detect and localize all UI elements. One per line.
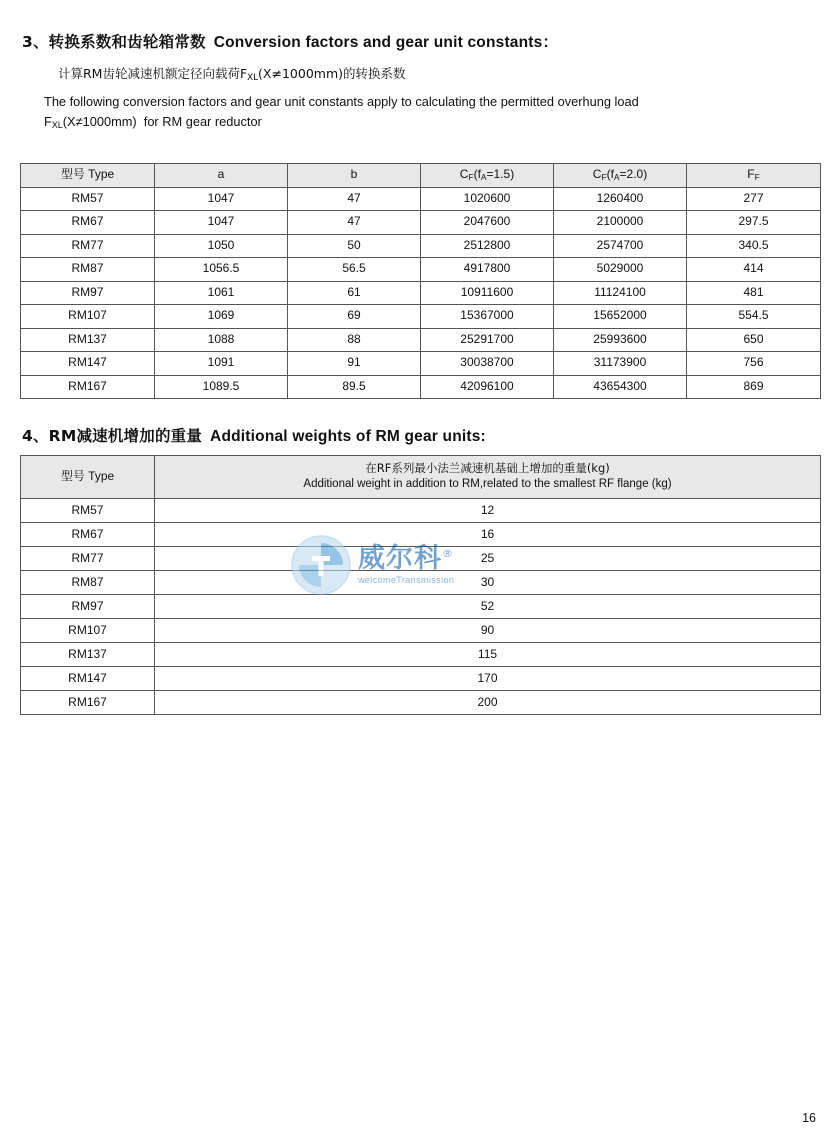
cell-value: 89.5 <box>288 375 421 399</box>
col-header-a: a <box>155 164 288 188</box>
table-row <box>21 375 821 399</box>
additional-weights-table-wrapper <box>20 455 820 715</box>
table-header-row <box>21 456 821 499</box>
cell-value: 30038700 <box>421 352 554 376</box>
section-4-heading <box>22 424 486 446</box>
table-row <box>21 211 821 235</box>
cell-value: 25993600 <box>554 328 687 352</box>
table-row <box>21 643 821 667</box>
table-row <box>21 619 821 643</box>
cell-value: 1260400 <box>554 187 687 211</box>
additional-weights-table <box>20 455 821 715</box>
table-row <box>21 499 821 523</box>
cell-value: 42096100 <box>421 375 554 399</box>
section-3-heading-en: Conversion factors and gear unit constants： <box>213 34 559 51</box>
conversion-factors-table-wrapper <box>20 163 820 399</box>
cell-weight: 12 <box>155 499 821 523</box>
col-header-cf-fa15: $C_F(f_A=1.5)$ <box>421 164 554 188</box>
cell-type: RM67 <box>21 523 155 547</box>
conversion-factors-table-body <box>21 187 821 399</box>
table-row <box>21 305 821 329</box>
cell-value: 88 <box>288 328 421 352</box>
cell-value: 2574700 <box>554 234 687 258</box>
cell-value: 31173900 <box>554 352 687 376</box>
cell-weight: 30 <box>155 571 821 595</box>
table-row <box>21 595 821 619</box>
cell-value: 1056.5 <box>155 258 288 282</box>
col-header-type: 型号 Type <box>21 164 155 188</box>
cell-weight: 200 <box>155 691 821 715</box>
cell-value: 1061 <box>155 281 288 305</box>
cell-value: 47 <box>288 211 421 235</box>
cell-value: 25291700 <box>421 328 554 352</box>
cell-weight: 170 <box>155 667 821 691</box>
table-row <box>21 258 821 282</box>
cell-value: 15652000 <box>554 305 687 329</box>
registered-mark: ® <box>442 547 454 560</box>
section-3-note-cn: 计算RM齿轮减速机额定径向载荷$F_{XL}(X\ne 1000mm)$的转换系数 <box>58 66 406 84</box>
col-header-b: b <box>288 164 421 188</box>
cell-value: 340.5 <box>687 234 821 258</box>
table-row <box>21 547 821 571</box>
cell-value: 4917800 <box>421 258 554 282</box>
cell-value: 91 <box>288 352 421 376</box>
brand-name-cn: 威尔科® <box>358 543 454 574</box>
cell-value: 2047600 <box>421 211 554 235</box>
cell-value: 1088 <box>155 328 288 352</box>
cell-type: RM67 <box>21 211 155 235</box>
cell-value: 1047 <box>155 211 288 235</box>
page-number: 16 <box>802 1111 816 1125</box>
cell-value: 10911600 <box>421 281 554 305</box>
table-row <box>21 691 821 715</box>
col-header-additional-weight-en: Additional weight in addition to RM,related to the smallest RF flange (kg) <box>303 478 672 490</box>
cell-value: 756 <box>687 352 821 376</box>
cell-value: 11124100 <box>554 281 687 305</box>
cell-value: 650 <box>687 328 821 352</box>
cell-value: 481 <box>687 281 821 305</box>
cell-value: 2512800 <box>421 234 554 258</box>
cell-type: RM57 <box>21 499 155 523</box>
table-row <box>21 523 821 547</box>
cell-weight: 90 <box>155 619 821 643</box>
table-row <box>21 234 821 258</box>
cell-value: 2100000 <box>554 211 687 235</box>
cell-type: RM107 <box>21 619 155 643</box>
cell-value: 297.5 <box>687 211 821 235</box>
cell-value: 554.5 <box>687 305 821 329</box>
table-row <box>21 328 821 352</box>
conversion-factors-table <box>20 163 821 399</box>
cell-value: 56.5 <box>288 258 421 282</box>
table-header-row <box>21 164 821 188</box>
table-row <box>21 187 821 211</box>
cell-value: 43654300 <box>554 375 687 399</box>
section-4-heading-en: Additional weights of RM gear units: <box>210 428 486 445</box>
cell-type: RM167 <box>21 375 155 399</box>
cell-value: 1091 <box>155 352 288 376</box>
cell-weight: 16 <box>155 523 821 547</box>
col-header-ff: $F_F$ <box>687 164 821 188</box>
section-3-heading-cn: 3、转换系数和齿轮箱常数 <box>22 33 206 51</box>
cell-value: 1089.5 <box>155 375 288 399</box>
section-3-note-en: The following conversion factors and gear unit constants apply to calculating the permitted overhung load $F_{XL}(X\ne 1000mm)$ for RM gear reductor <box>44 94 639 131</box>
section-3-heading <box>22 30 558 52</box>
col-header-additional-weight <box>155 456 821 499</box>
brand-name-en: welcomeTransmission <box>358 575 455 585</box>
cell-value: 277 <box>687 187 821 211</box>
cell-value: 1020600 <box>421 187 554 211</box>
cell-weight: 25 <box>155 547 821 571</box>
cell-type: RM147 <box>21 667 155 691</box>
col-header-type: 型号 Type <box>21 456 155 499</box>
cell-value: 414 <box>687 258 821 282</box>
cell-value: 50 <box>288 234 421 258</box>
cell-type: RM107 <box>21 305 155 329</box>
cell-type: RM97 <box>21 281 155 305</box>
cell-value: 47 <box>288 187 421 211</box>
cell-type: RM77 <box>21 234 155 258</box>
section-4-heading-cn: 4、RM减速机增加的重量 <box>22 427 203 445</box>
cell-value: 61 <box>288 281 421 305</box>
table-row <box>21 571 821 595</box>
col-header-additional-weight-cn: 在RF系列最小法兰减速机基础上增加的重量(kg) <box>365 461 610 476</box>
table-row <box>21 667 821 691</box>
cell-type: RM167 <box>21 691 155 715</box>
cell-type: RM57 <box>21 187 155 211</box>
additional-weights-table-body <box>21 499 821 715</box>
cell-type: RM77 <box>21 547 155 571</box>
table-row <box>21 281 821 305</box>
cell-type: RM137 <box>21 643 155 667</box>
cell-type: RM97 <box>21 595 155 619</box>
cell-value: 1047 <box>155 187 288 211</box>
table-row <box>21 352 821 376</box>
cell-type: RM147 <box>21 352 155 376</box>
cell-type: RM137 <box>21 328 155 352</box>
cell-type: RM87 <box>21 571 155 595</box>
cell-value: 15367000 <box>421 305 554 329</box>
cell-value: 69 <box>288 305 421 329</box>
cell-weight: 115 <box>155 643 821 667</box>
col-header-cf-fa20: $C_F(f_A=2.0)$ <box>554 164 687 188</box>
cell-weight: 52 <box>155 595 821 619</box>
cell-value: 1069 <box>155 305 288 329</box>
cell-value: 5029000 <box>554 258 687 282</box>
cell-type: RM87 <box>21 258 155 282</box>
cell-value: 1050 <box>155 234 288 258</box>
cell-value: 869 <box>687 375 821 399</box>
